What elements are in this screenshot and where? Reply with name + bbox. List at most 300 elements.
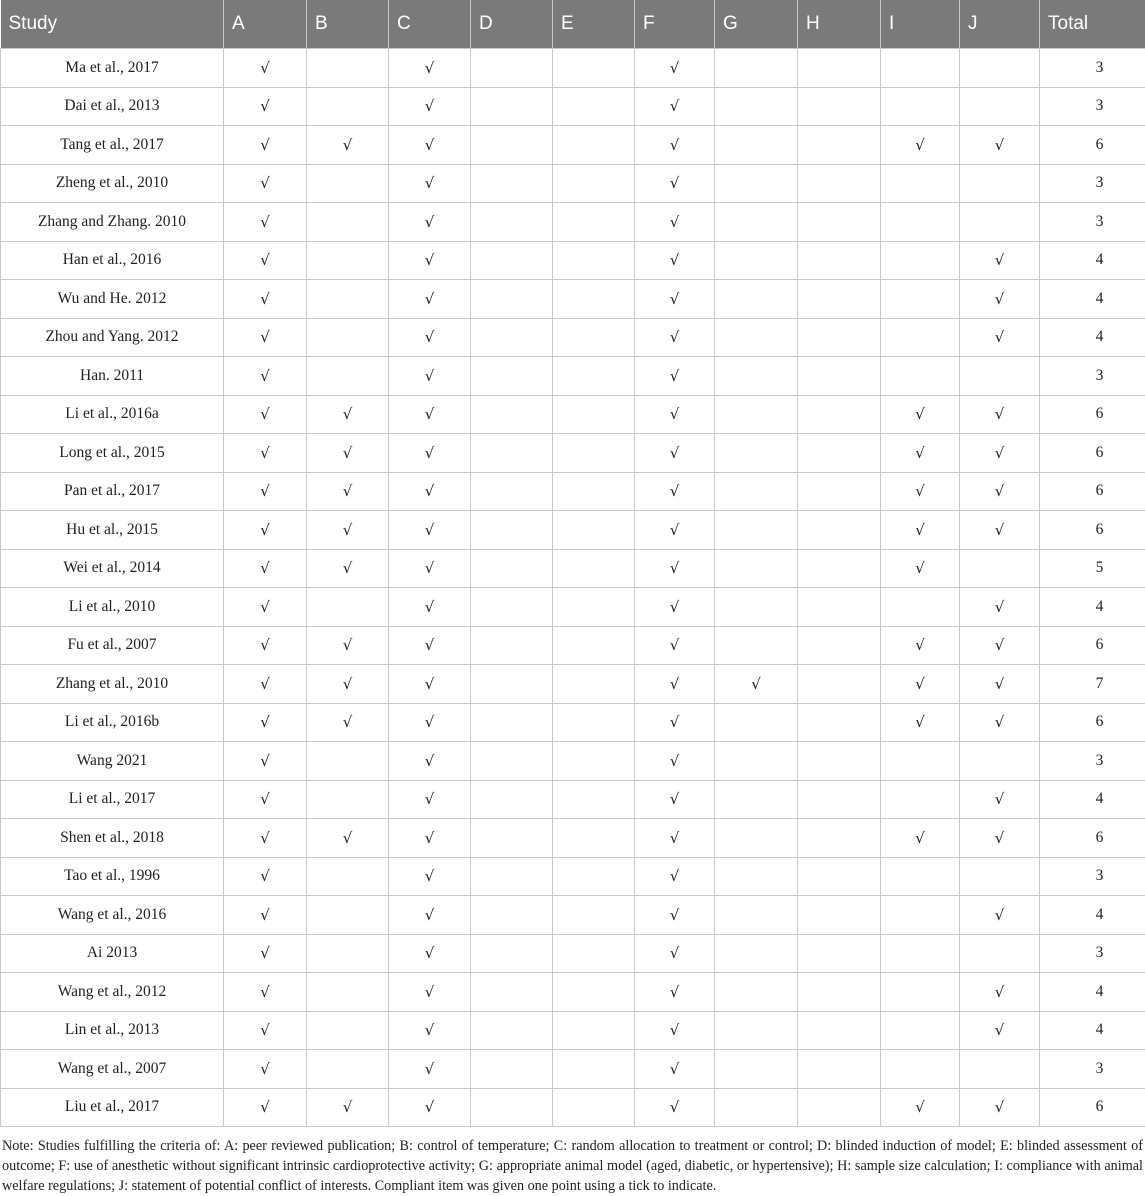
table-row: [1, 857, 1145, 896]
criterion-cell-c: √: [389, 434, 471, 473]
study-cell: Li et al., 2010: [1, 588, 224, 627]
table-row: [1, 742, 1145, 781]
criterion-cell-d: [471, 203, 553, 242]
criterion-cell-i: [881, 241, 960, 280]
study-cell: Wei et al., 2014: [1, 549, 224, 588]
criterion-cell-i: [881, 1050, 960, 1089]
criterion-cell-j: [960, 1050, 1040, 1089]
table-row: [1, 896, 1145, 935]
criterion-cell-j: √: [960, 626, 1040, 665]
criterion-cell-e: [553, 973, 635, 1012]
criterion-cell-i: [881, 164, 960, 203]
criterion-cell-a: √: [224, 742, 307, 781]
criterion-cell-i: [881, 49, 960, 88]
criterion-cell-f: √: [635, 1011, 715, 1050]
criterion-cell-g: [715, 357, 798, 396]
criterion-cell-f: √: [635, 896, 715, 935]
criterion-cell-b: √: [307, 626, 389, 665]
study-cell: Wang et al., 2007: [1, 1050, 224, 1089]
column-header-e: E: [553, 0, 635, 49]
study-cell: Zhang and Zhang. 2010: [1, 203, 224, 242]
column-header-j: J: [960, 0, 1040, 49]
criterion-cell-g: [715, 1050, 798, 1089]
total-cell: 4: [1040, 588, 1145, 627]
criterion-cell-i: [881, 1011, 960, 1050]
criterion-cell-e: [553, 49, 635, 88]
criterion-cell-a: √: [224, 241, 307, 280]
criterion-cell-h: [798, 318, 881, 357]
criterion-cell-i: [881, 203, 960, 242]
criterion-cell-c: √: [389, 665, 471, 704]
criterion-cell-a: √: [224, 896, 307, 935]
table-row: [1, 164, 1145, 203]
criterion-cell-f: √: [635, 280, 715, 319]
criterion-cell-i: [881, 934, 960, 973]
table-row: [1, 49, 1145, 88]
criterion-cell-i: [881, 357, 960, 396]
criterion-cell-a: √: [224, 164, 307, 203]
column-header-i: I: [881, 0, 960, 49]
criterion-cell-g: [715, 241, 798, 280]
study-cell: Li et al., 2016a: [1, 395, 224, 434]
criterion-cell-f: √: [635, 395, 715, 434]
criterion-cell-c: √: [389, 395, 471, 434]
criterion-cell-g: [715, 588, 798, 627]
criterion-cell-b: [307, 357, 389, 396]
criterion-cell-h: [798, 857, 881, 896]
criterion-cell-f: √: [635, 357, 715, 396]
criterion-cell-a: √: [224, 1050, 307, 1089]
criterion-cell-a: √: [224, 934, 307, 973]
table-row: [1, 395, 1145, 434]
column-header-total: Total: [1040, 0, 1145, 49]
criterion-cell-f: √: [635, 164, 715, 203]
total-cell: 6: [1040, 626, 1145, 665]
criterion-cell-f: √: [635, 742, 715, 781]
criterion-cell-j: √: [960, 280, 1040, 319]
criterion-cell-j: [960, 857, 1040, 896]
criterion-cell-f: √: [635, 588, 715, 627]
criterion-cell-h: [798, 973, 881, 1012]
total-cell: 3: [1040, 87, 1145, 126]
table-row: [1, 626, 1145, 665]
criterion-cell-i: √: [881, 665, 960, 704]
criterion-cell-a: √: [224, 1088, 307, 1127]
study-cell: Shen et al., 2018: [1, 819, 224, 858]
criterion-cell-c: √: [389, 1011, 471, 1050]
criterion-cell-c: √: [389, 549, 471, 588]
criterion-cell-j: [960, 164, 1040, 203]
criterion-cell-f: √: [635, 126, 715, 165]
criterion-cell-g: [715, 780, 798, 819]
criterion-cell-i: [881, 87, 960, 126]
criterion-cell-j: [960, 49, 1040, 88]
criterion-cell-e: [553, 203, 635, 242]
criterion-cell-b: [307, 49, 389, 88]
total-cell: 6: [1040, 703, 1145, 742]
criterion-cell-d: [471, 549, 553, 588]
criterion-cell-f: √: [635, 626, 715, 665]
total-cell: 4: [1040, 241, 1145, 280]
criterion-cell-d: [471, 665, 553, 704]
criterion-cell-i: √: [881, 511, 960, 550]
total-cell: 4: [1040, 318, 1145, 357]
criterion-cell-b: [307, 742, 389, 781]
criterion-cell-c: √: [389, 164, 471, 203]
criterion-cell-j: [960, 87, 1040, 126]
criterion-cell-g: [715, 164, 798, 203]
table-row: [1, 318, 1145, 357]
criterion-cell-d: [471, 511, 553, 550]
criterion-cell-a: √: [224, 973, 307, 1012]
criterion-cell-d: [471, 934, 553, 973]
table-row: [1, 549, 1145, 588]
criterion-cell-a: √: [224, 357, 307, 396]
criterion-cell-a: √: [224, 87, 307, 126]
total-cell: 4: [1040, 973, 1145, 1012]
criterion-cell-a: √: [224, 472, 307, 511]
criterion-cell-j: √: [960, 434, 1040, 473]
criterion-cell-b: √: [307, 395, 389, 434]
criterion-cell-h: [798, 49, 881, 88]
criterion-cell-h: [798, 357, 881, 396]
criterion-cell-c: √: [389, 703, 471, 742]
criterion-cell-a: √: [224, 1011, 307, 1050]
criterion-cell-d: [471, 126, 553, 165]
criterion-cell-i: √: [881, 126, 960, 165]
criterion-cell-e: [553, 626, 635, 665]
criterion-cell-c: √: [389, 626, 471, 665]
criterion-cell-g: [715, 511, 798, 550]
criterion-cell-h: [798, 126, 881, 165]
criterion-cell-e: [553, 395, 635, 434]
criterion-cell-h: [798, 742, 881, 781]
criterion-cell-h: [798, 511, 881, 550]
criterion-cell-g: [715, 742, 798, 781]
criterion-cell-f: √: [635, 819, 715, 858]
criterion-cell-d: [471, 472, 553, 511]
criterion-cell-c: √: [389, 742, 471, 781]
column-header-h: H: [798, 0, 881, 49]
criterion-cell-b: [307, 164, 389, 203]
criterion-cell-a: √: [224, 665, 307, 704]
criterion-cell-h: [798, 395, 881, 434]
criterion-cell-e: [553, 549, 635, 588]
criterion-cell-c: √: [389, 280, 471, 319]
criterion-cell-e: [553, 703, 635, 742]
criterion-cell-b: [307, 241, 389, 280]
criterion-cell-g: [715, 896, 798, 935]
criterion-cell-a: √: [224, 511, 307, 550]
criterion-cell-h: [798, 665, 881, 704]
criterion-cell-d: [471, 742, 553, 781]
criterion-cell-j: [960, 934, 1040, 973]
criterion-cell-e: [553, 588, 635, 627]
criterion-cell-d: [471, 780, 553, 819]
table-row: [1, 780, 1145, 819]
criterion-cell-d: [471, 1088, 553, 1127]
criterion-cell-j: [960, 742, 1040, 781]
study-cell: Li et al., 2017: [1, 780, 224, 819]
criterion-cell-f: √: [635, 1088, 715, 1127]
criterion-cell-c: √: [389, 511, 471, 550]
criterion-cell-a: √: [224, 819, 307, 858]
criterion-cell-f: √: [635, 203, 715, 242]
criterion-cell-h: [798, 87, 881, 126]
criterion-cell-b: [307, 973, 389, 1012]
criterion-cell-b: √: [307, 434, 389, 473]
criterion-cell-e: [553, 934, 635, 973]
criterion-cell-f: √: [635, 934, 715, 973]
table-row: [1, 511, 1145, 550]
criterion-cell-a: √: [224, 703, 307, 742]
criterion-cell-i: √: [881, 549, 960, 588]
study-cell: Wang et al., 2012: [1, 973, 224, 1012]
criterion-cell-c: √: [389, 203, 471, 242]
criterion-cell-h: [798, 588, 881, 627]
criterion-cell-h: [798, 780, 881, 819]
criterion-cell-j: √: [960, 511, 1040, 550]
total-cell: 6: [1040, 1088, 1145, 1127]
criterion-cell-e: [553, 87, 635, 126]
criterion-cell-j: √: [960, 896, 1040, 935]
criterion-cell-e: [553, 1011, 635, 1050]
criterion-cell-i: √: [881, 703, 960, 742]
total-cell: 3: [1040, 742, 1145, 781]
table-row: [1, 1011, 1145, 1050]
total-cell: 3: [1040, 857, 1145, 896]
total-cell: 6: [1040, 395, 1145, 434]
criterion-cell-a: √: [224, 549, 307, 588]
criterion-cell-d: [471, 241, 553, 280]
criterion-cell-c: √: [389, 934, 471, 973]
criterion-cell-b: [307, 588, 389, 627]
table-row: [1, 203, 1145, 242]
criterion-cell-d: [471, 973, 553, 1012]
table-row: [1, 280, 1145, 319]
criterion-cell-b: √: [307, 703, 389, 742]
criterion-cell-a: √: [224, 588, 307, 627]
total-cell: 6: [1040, 819, 1145, 858]
criterion-cell-b: [307, 203, 389, 242]
criterion-cell-a: √: [224, 395, 307, 434]
criterion-cell-h: [798, 203, 881, 242]
column-header-g: G: [715, 0, 798, 49]
column-header-a: A: [224, 0, 307, 49]
criterion-cell-b: √: [307, 665, 389, 704]
column-header-f: F: [635, 0, 715, 49]
table-header: [1, 0, 1145, 49]
table-row: [1, 472, 1145, 511]
criterion-cell-c: √: [389, 241, 471, 280]
criterion-cell-e: [553, 280, 635, 319]
criterion-cell-i: [881, 973, 960, 1012]
criterion-cell-e: [553, 357, 635, 396]
table-row: [1, 588, 1145, 627]
criterion-cell-j: √: [960, 395, 1040, 434]
criterion-cell-h: [798, 549, 881, 588]
criterion-cell-j: √: [960, 780, 1040, 819]
criterion-cell-d: [471, 1011, 553, 1050]
criterion-cell-f: √: [635, 241, 715, 280]
total-cell: 6: [1040, 472, 1145, 511]
criterion-cell-c: √: [389, 126, 471, 165]
criterion-cell-j: √: [960, 703, 1040, 742]
criterion-cell-j: √: [960, 819, 1040, 858]
criterion-cell-g: [715, 472, 798, 511]
criterion-cell-f: √: [635, 857, 715, 896]
criterion-cell-g: [715, 87, 798, 126]
criterion-cell-h: [798, 1011, 881, 1050]
table-row: [1, 973, 1145, 1012]
criterion-cell-e: [553, 742, 635, 781]
total-cell: 4: [1040, 780, 1145, 819]
criterion-cell-g: [715, 1011, 798, 1050]
table-row: [1, 665, 1145, 704]
criterion-cell-i: [881, 857, 960, 896]
table-row: [1, 126, 1145, 165]
criterion-cell-c: √: [389, 588, 471, 627]
criterion-cell-f: √: [635, 318, 715, 357]
criterion-cell-d: [471, 357, 553, 396]
criterion-cell-j: √: [960, 318, 1040, 357]
criterion-cell-d: [471, 318, 553, 357]
criterion-cell-f: √: [635, 1050, 715, 1089]
table-row: [1, 357, 1145, 396]
table-note: Note: Studies fulfilling the criteria of: A: peer reviewed publication; B: control of temperature; C: random allocation to treatment or control; D: blinded induction of model; E: blinded assessment of outcome; F: use of anesthetic without significant intrinsic cardioprotective activity; G: appropriate animal model (aged, diabetic, or hypertensive); H: sample size calculation; I: compliance with animal welfare regulations; J: statement of potential conflict of interests. Compliant item was given one point using a tick to indicate.: [0, 1127, 1145, 1196]
criterion-cell-h: [798, 280, 881, 319]
criterion-cell-c: √: [389, 318, 471, 357]
criterion-cell-c: √: [389, 1050, 471, 1089]
criterion-cell-i: [881, 318, 960, 357]
criterion-cell-b: √: [307, 126, 389, 165]
criterion-cell-f: √: [635, 472, 715, 511]
header-row: [1, 0, 1145, 49]
criterion-cell-j: [960, 357, 1040, 396]
criterion-cell-d: [471, 1050, 553, 1089]
criterion-cell-d: [471, 164, 553, 203]
study-cell: Zhou and Yang. 2012: [1, 318, 224, 357]
criterion-cell-c: √: [389, 857, 471, 896]
criterion-cell-h: [798, 934, 881, 973]
criterion-cell-d: [471, 434, 553, 473]
total-cell: 3: [1040, 357, 1145, 396]
criterion-cell-e: [553, 434, 635, 473]
total-cell: 3: [1040, 203, 1145, 242]
criterion-cell-d: [471, 703, 553, 742]
criterion-cell-a: √: [224, 280, 307, 319]
column-header-b: B: [307, 0, 389, 49]
criterion-cell-j: √: [960, 1011, 1040, 1050]
criterion-cell-i: √: [881, 819, 960, 858]
criterion-cell-e: [553, 126, 635, 165]
criterion-cell-d: [471, 819, 553, 858]
column-header-c: C: [389, 0, 471, 49]
total-cell: 3: [1040, 49, 1145, 88]
criterion-cell-e: [553, 472, 635, 511]
criterion-cell-b: √: [307, 1088, 389, 1127]
criterion-cell-b: √: [307, 549, 389, 588]
criterion-cell-j: √: [960, 588, 1040, 627]
criterion-cell-b: √: [307, 511, 389, 550]
criterion-cell-b: [307, 857, 389, 896]
study-cell: Ma et al., 2017: [1, 49, 224, 88]
criterion-cell-g: [715, 126, 798, 165]
study-cell: Li et al., 2016b: [1, 703, 224, 742]
study-cell: Lin et al., 2013: [1, 1011, 224, 1050]
total-cell: 4: [1040, 1011, 1145, 1050]
criterion-cell-i: [881, 588, 960, 627]
criterion-cell-c: √: [389, 819, 471, 858]
study-cell: Liu et al., 2017: [1, 1088, 224, 1127]
criterion-cell-h: [798, 241, 881, 280]
criterion-cell-j: √: [960, 126, 1040, 165]
total-cell: 3: [1040, 164, 1145, 203]
criterion-cell-c: √: [389, 87, 471, 126]
study-cell: Han et al., 2016: [1, 241, 224, 280]
table-row: [1, 87, 1145, 126]
total-cell: 5: [1040, 549, 1145, 588]
total-cell: 6: [1040, 511, 1145, 550]
criterion-cell-h: [798, 1088, 881, 1127]
criterion-cell-j: [960, 549, 1040, 588]
criterion-cell-g: [715, 434, 798, 473]
table-row: [1, 241, 1145, 280]
criterion-cell-b: √: [307, 472, 389, 511]
table-row: [1, 1088, 1145, 1127]
criterion-cell-i: √: [881, 395, 960, 434]
criterion-cell-f: √: [635, 49, 715, 88]
criterion-cell-j: √: [960, 241, 1040, 280]
criterion-cell-c: √: [389, 973, 471, 1012]
criterion-cell-i: √: [881, 626, 960, 665]
table-row: [1, 1050, 1145, 1089]
criterion-cell-i: √: [881, 472, 960, 511]
criterion-cell-g: [715, 49, 798, 88]
criterion-cell-g: [715, 857, 798, 896]
criterion-cell-h: [798, 896, 881, 935]
criterion-cell-j: [960, 203, 1040, 242]
criterion-cell-g: [715, 280, 798, 319]
study-cell: Zheng et al., 2010: [1, 164, 224, 203]
criterion-cell-i: [881, 742, 960, 781]
criterion-cell-i: [881, 896, 960, 935]
criterion-cell-e: [553, 241, 635, 280]
criterion-cell-e: [553, 1050, 635, 1089]
total-cell: 4: [1040, 896, 1145, 935]
criterion-cell-a: √: [224, 857, 307, 896]
study-cell: Wang et al., 2016: [1, 896, 224, 935]
criterion-cell-g: [715, 626, 798, 665]
criterion-cell-a: √: [224, 626, 307, 665]
total-cell: 6: [1040, 126, 1145, 165]
criterion-cell-c: √: [389, 357, 471, 396]
criterion-cell-b: [307, 1050, 389, 1089]
table-row: [1, 819, 1145, 858]
criterion-cell-b: √: [307, 819, 389, 858]
study-cell: Dai et al., 2013: [1, 87, 224, 126]
criterion-cell-d: [471, 87, 553, 126]
criterion-cell-g: [715, 318, 798, 357]
criterion-cell-g: [715, 973, 798, 1012]
criterion-cell-a: √: [224, 126, 307, 165]
criterion-cell-e: [553, 511, 635, 550]
criterion-cell-i: √: [881, 1088, 960, 1127]
criterion-cell-b: [307, 280, 389, 319]
criterion-cell-d: [471, 626, 553, 665]
criterion-cell-d: [471, 395, 553, 434]
criterion-cell-a: √: [224, 434, 307, 473]
